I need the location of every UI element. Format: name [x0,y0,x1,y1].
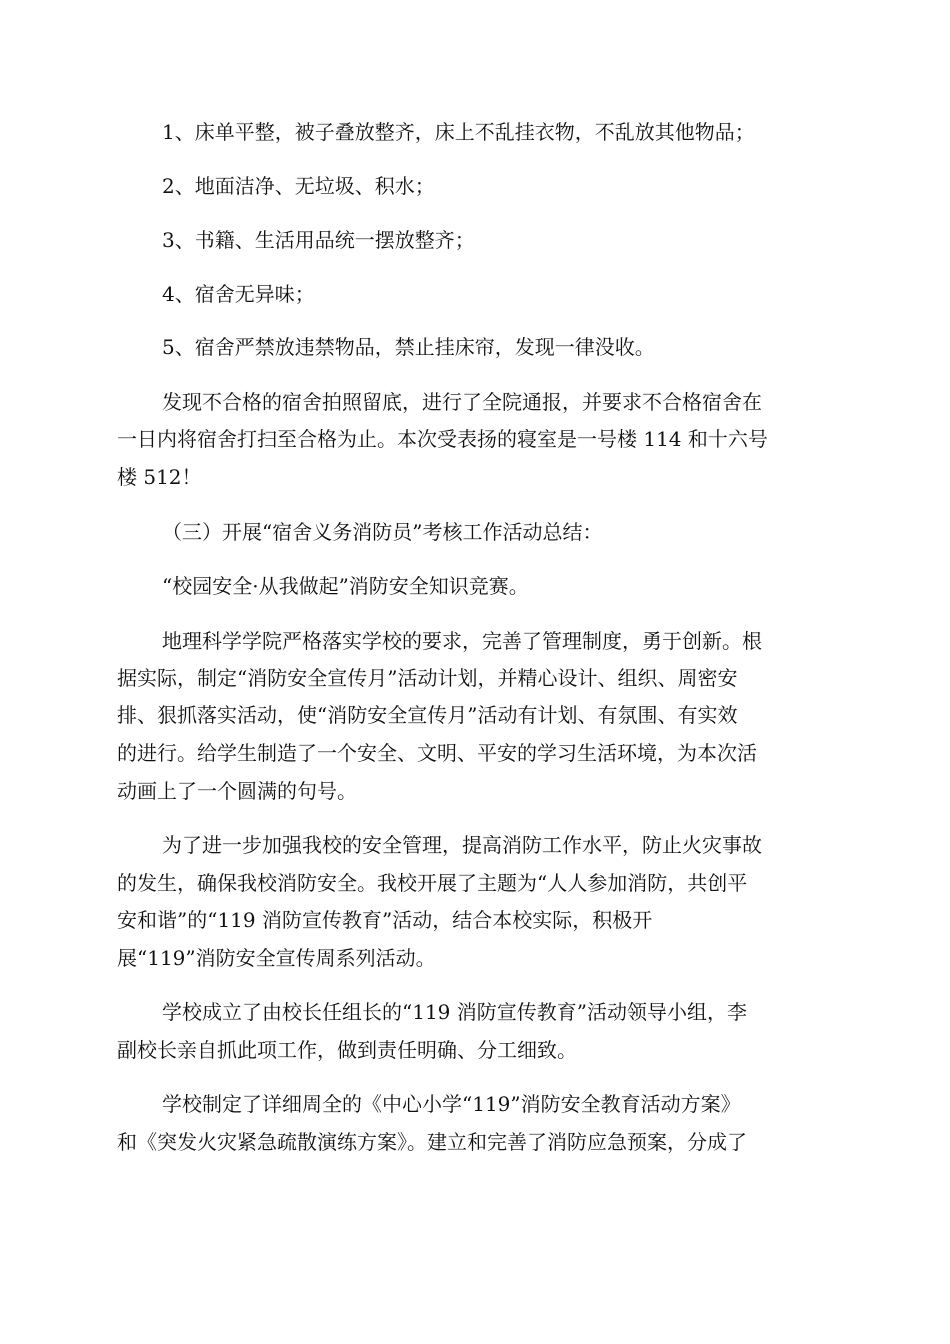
paragraph-line: 的进行。给学生制造了一个安全、文明、平安的学习生活环境，为本次活 [117,741,757,765]
paragraph-line: 发现不合格的宿舍拍照留底，进行了全院通报，并要求不合格宿舍在 [162,390,762,414]
paragraph-line: 据实际，制定“消防安全宣传月”活动计划，并精心设计、组织、周密安 [117,666,738,690]
paragraph-line: 学校成立了由校长任组长的“119 消防宣传教育”活动领导小组，李 [162,1000,747,1024]
paragraph-line: 地理科学学院严格落实学校的要求，完善了管理制度，勇于创新。根 [162,629,762,653]
list-item-2: 2、地面洁净、无垃圾、积水； [162,174,435,198]
paragraph-line: 动画上了一个圆满的句号。 [117,779,357,803]
list-item-4: 4、宿舍无异味； [162,282,315,306]
paragraph-line: 的发生，确保我校消防安全。我校开展了主题为“人人参加消防，共创平 [117,871,748,895]
subheading: “校园安全·从我做起”消防安全知识竞赛。 [162,574,529,598]
paragraph-line: 展“119”消防安全宣传周系列活动。 [117,946,436,970]
list-item-3: 3、书籍、生活用品统一摆放整齐； [162,228,475,252]
list-item-1: 1、床单平整，被子叠放整齐，床上不乱挂衣物，不乱放其他物品； [162,120,755,144]
paragraph-line: 一日内将宿舍打扫至合格为止。本次受表扬的寝室是一号楼 114 和十六号 [117,427,768,451]
list-item-5: 5、宿舍严禁放违禁物品，禁止挂床帘，发现一律没收。 [162,335,655,359]
paragraph-line: 安和谐”的“119 消防宣传教育”活动，结合本校实际，积极开 [117,908,653,932]
paragraph-line: 为了进一步加强我校的安全管理，提高消防工作水平，防止火灾事故 [162,833,762,857]
section-heading: （三）开展“宿舍义务消防员”考核工作活动总结： [162,520,603,544]
paragraph-line: 副校长亲自抓此项工作，做到责任明确、分工细致。 [117,1038,577,1062]
paragraph-line: 和《突发火灾紧急疏散演练方案》。建立和完善了消防应急预案，分成了 [117,1130,747,1154]
paragraph-line: 学校制定了详细周全的《中心小学“119”消防安全教育活动方案》 [162,1092,741,1116]
paragraph-line: 楼 512！ [117,465,202,489]
paragraph-line: 排、狠抓落实活动，使“消防安全宣传月”活动有计划、有氛围、有实效 [117,703,738,727]
